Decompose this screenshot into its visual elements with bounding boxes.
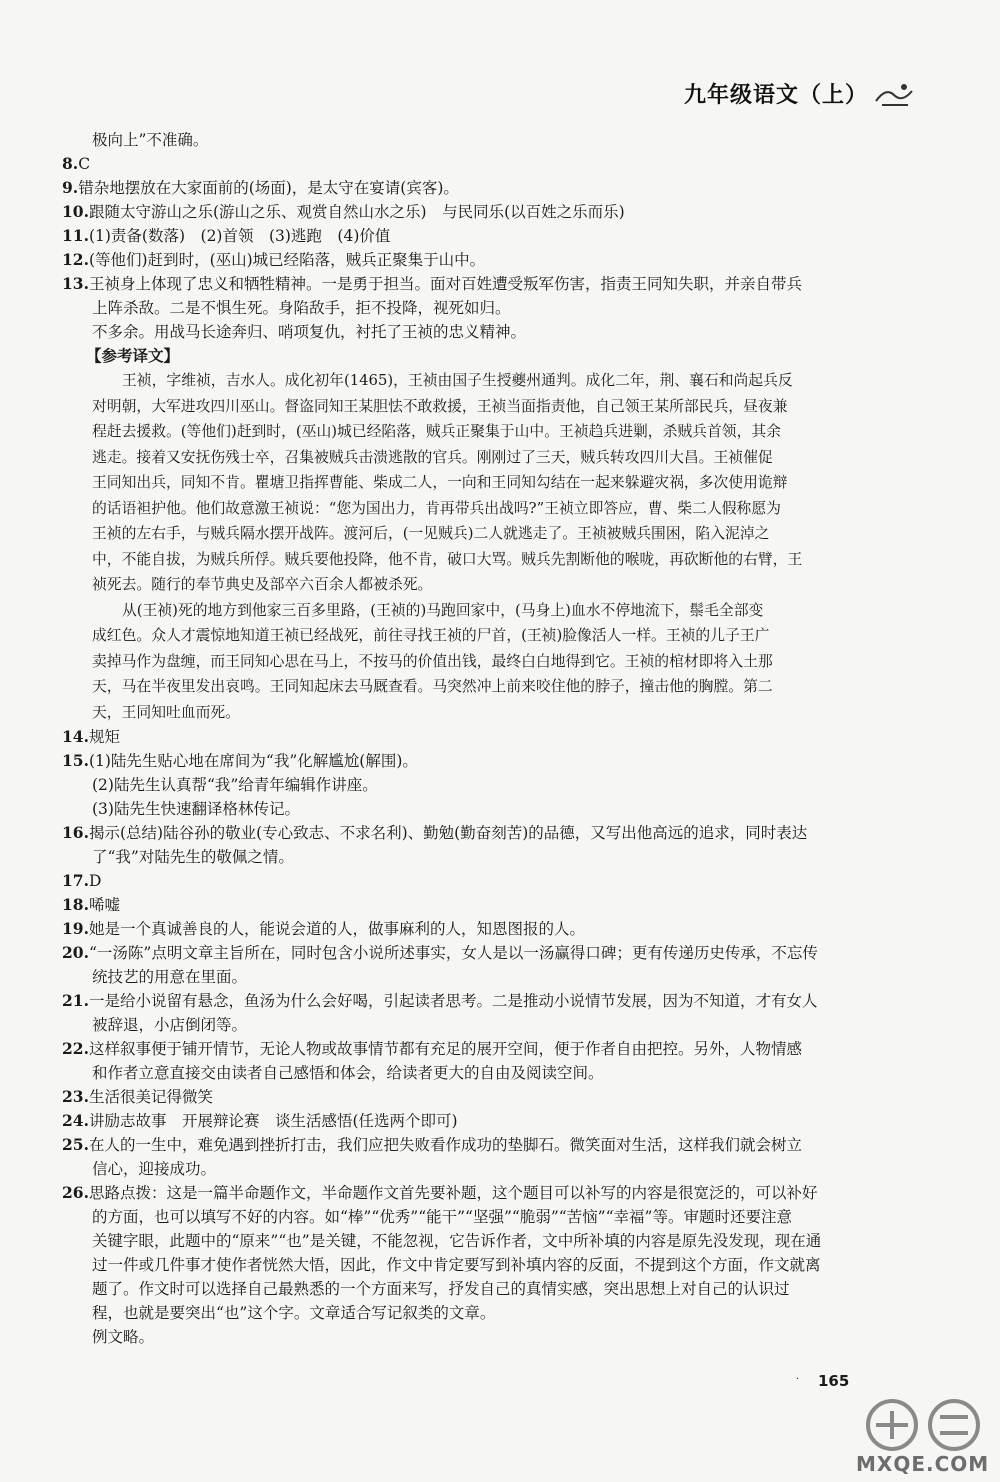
answer-text: (3)陆先生快速翻译格林传记。 [92, 800, 300, 818]
question-number: 14. [62, 727, 89, 746]
question-number: 15. [62, 751, 89, 770]
answer-text: 在人的一生中，难免遇到挫折打击，我们应把失败看作成功的垫脚石。微笑面对生活，这样我们就会树立 [88, 1136, 802, 1154]
translation-line: 卖掉马作为盘缠，而王同知心思在马上，不按马的价值出钱，最终白白地得到它。王祯的棺材即将入土那 [92, 652, 773, 670]
answer-line [62, 797, 922, 821]
answer-text: 关键字眼，此题中的“原来”“也”是关键，不能忽视，它告诉作者，文中所补填的内容是原先没发现，现在通 [92, 1232, 822, 1250]
answer-text: C [78, 155, 91, 173]
question-number: 16. [62, 823, 89, 842]
answer-text: 例文略。 [92, 1328, 155, 1346]
question-number: 9. [62, 178, 79, 197]
header-title: 九年级语文（上） [683, 83, 868, 108]
answer-text: 信心，迎接成功。 [92, 1160, 217, 1178]
answer-text: 题了。作文时可以选择自己最熟悉的一个方面来写，抒发自己的真情实感，突出思想上对自己的认识过 [92, 1280, 790, 1298]
question-number: 10. [62, 202, 89, 221]
question-number: 24. [62, 1111, 89, 1130]
translation-line: 天，王同知吐血而死。 [92, 703, 240, 721]
answer-text: 生活很美记得微笑 [88, 1088, 213, 1106]
translation-line: 王祯的左右手，与贼兵隔水摆开战阵。渡河后，(一见贼兵)二人就逃走了。王祯被贼兵围困，陷入泥淖之 [92, 525, 770, 542]
question-number: 11. [62, 226, 89, 245]
question-number: 26. [62, 1183, 89, 1202]
answer-text: 她是一个真诚善良的人，能说会道的人，做事麻利的人，知恩图报的人。 [88, 920, 585, 938]
answer-line [62, 1277, 922, 1301]
answer-line [62, 845, 922, 869]
translation-line: 王祯，字维祯，吉水人。成化初年(1465)，王祯由国子生授夔州通判。成化二年，荆、襄石和尚起兵反 [122, 372, 793, 389]
question-number: 12. [62, 250, 89, 269]
answer-line [62, 893, 922, 917]
answer-text: 思路点拨：这是一篇半命题作文，半命题作文首先要补题，这个题目可以补写的内容是很宽泛的，可以补好 [88, 1184, 818, 1202]
question-number: 21. [62, 991, 89, 1010]
answer-line [62, 1181, 922, 1205]
answer-line [62, 749, 922, 773]
answer-line [62, 1229, 922, 1253]
answer-text: D [88, 872, 102, 890]
answer-line [62, 200, 922, 224]
answer-text: 和作者立意直接交由读者自己感悟和体会，给读者更大的自由及阅读空间。 [92, 1064, 604, 1082]
answer-line [62, 1325, 922, 1349]
question-number: 18. [62, 895, 89, 914]
answer-text: 一是给小说留有悬念，鱼汤为什么会好喝，引起读者思考。二是推动小说情节发展，因为不知道，才有女人 [88, 992, 818, 1010]
answer-line [62, 1061, 922, 1085]
answer-line [62, 128, 922, 152]
answer-line [62, 1301, 922, 1325]
answer-line [62, 1205, 922, 1229]
question-number: 22. [62, 1039, 89, 1058]
answer-text: 程，也就是要突出“也”这个字。文章适合写记叙类的文章。 [92, 1304, 496, 1322]
answer-text: 唏嘘 [88, 896, 120, 914]
answer-text: 不多余。用战马长途奔归、哨项复仇，衬托了王祯的忠义精神。 [92, 323, 527, 341]
answer-line [62, 989, 922, 1013]
answer-text: 上阵杀敌。二是不惧生死。身陷敌手，拒不投降，视死如归。 [92, 299, 511, 317]
answer-text: 了“我”对陆先生的敬佩之情。 [92, 848, 294, 866]
answer-line [62, 773, 922, 797]
answer-text: 跟随太守游山之乐(游山之乐、观赏自然山水之乐) 与民同乐(以百姓之乐而乐) [88, 203, 625, 221]
dot-mark: · [796, 1374, 800, 1385]
answer-text: 的方面，也可以填写不好的内容。如“棒”“优秀”“能干”“坚强”“脆弱”“苦恼”“幸福”等。审题时还要注意 [92, 1208, 792, 1226]
page-header [684, 78, 914, 109]
answer-text: (1)责备(数落) (2)首领 (3)逃跑 (4)价值 [88, 227, 391, 245]
answer-text: 极向上”不准确。 [92, 131, 209, 149]
answer-text: (1)陆先生贴心地在席间为“我”化解尴尬(解围)。 [88, 752, 418, 770]
translation-line: 王同知出兵，同知不肯。瞿塘卫指挥曹能、柴成二人，一向和王同知勾结在一起来躲避灾祸，多次使用诡辩 [92, 474, 788, 491]
answer-line [62, 725, 922, 749]
translation-line: 祯死去。随行的奉节典史及部卒六百余人都被杀死。 [92, 576, 433, 593]
answer-line [62, 1037, 922, 1061]
question-number: 23. [62, 1087, 89, 1106]
answer-line [62, 941, 922, 965]
question-number: 8. [62, 154, 79, 173]
answer-text: 揭示(总结)陆谷孙的敬业(专心致志、不求名利)、勤勉(勤奋刻苦)的品德，又写出他高远的追求，同时表达 [88, 824, 808, 842]
translation-line: 逃走。接着又安抚伤残士卒，召集被贼兵击溃逃散的官兵。刚刚过了三天，贼兵转攻四川大昌。王祯催促 [92, 448, 773, 466]
question-number: 13. [62, 274, 89, 293]
translation-line: 成红色。众人才震惊地知道王祯已经战死，前往寻找王祯的尸首，(王祯)脸像活人一样。王祯的儿子王广 [92, 627, 770, 644]
answer-line [62, 1109, 922, 1133]
answer-text: 统技艺的用意在里面。 [92, 968, 248, 986]
answer-line [62, 1013, 922, 1037]
answer-line [62, 1157, 922, 1181]
answer-text: 讲励志故事 开展辩论赛 谈生活感悟(任选两个即可) [88, 1112, 458, 1130]
answer-line [62, 869, 922, 893]
page-number: 165 [818, 1372, 850, 1390]
reference-translation [62, 368, 922, 725]
answer-line [62, 1085, 922, 1109]
decoration-icon [874, 81, 914, 107]
answer-line [62, 176, 922, 200]
translation-line: 从(王祯)死的地方到他家三百多里路，(王祯的)马跑回家中，(马身上)血水不停地流下，鬃毛全部变 [122, 601, 764, 619]
translation-line: 程赶去援救。(等他们)赶到时，(巫山)城已经陷落，贼兵正聚集于山中。王祯趋兵进剿，杀贼兵首领，其余 [92, 423, 781, 440]
answer-line [62, 1133, 922, 1157]
answer-text: 规矩 [88, 728, 120, 746]
answer-text: (2)陆先生认真帮“我”给青年编辑作讲座。 [92, 776, 378, 794]
answer-line [62, 224, 922, 248]
answer-list-part1 [62, 128, 922, 344]
answer-line [62, 821, 922, 845]
answer-line [62, 965, 922, 989]
reference-translation-title: 【参考译文】 [86, 346, 180, 365]
translation-line: 对明朝，大军进攻四川巫山。督盗同知王某胆怯不敢救援，王祯当面指责他，自己领王某所部民兵，昼夜兼 [92, 397, 788, 415]
answer-text: 这样叙事便于铺开情节，无论人物或故事情节都有充足的展开空间，便于作者自由把控。另外，人物情感 [88, 1040, 802, 1058]
answer-line [62, 320, 922, 344]
answer-line [62, 248, 922, 272]
answer-text: “一汤陈”点明文章主旨所在，同时包含小说所述事实，女人是以一汤赢得口碑；更有传递历史传承，不忘传 [88, 944, 818, 962]
question-number: 25. [62, 1135, 89, 1154]
answer-line [62, 152, 922, 176]
question-number: 17. [62, 871, 89, 890]
answer-text: 被辞退，小店倒闭等。 [92, 1016, 248, 1034]
answer-line [62, 917, 922, 941]
answer-text: 王祯身上体现了忠义和牺牲精神。一是勇于担当。面对百姓遭受叛军伤害，指责王同知失职，并亲自带兵 [88, 275, 802, 293]
answer-line [62, 272, 922, 296]
translation-line: 天，马在半夜里发出哀鸣。王同知起床去马厩查看。马突然冲上前来咬住他的脖子，撞击他的胸膛。第二 [92, 678, 773, 695]
answer-line [62, 296, 922, 320]
answer-text: 错杂地摆放在大家面前的(场面)，是太守在宴请(宾客)。 [78, 179, 459, 197]
answer-content [62, 128, 922, 1349]
answer-line [62, 1253, 922, 1277]
translation-line: 中，不能自拔，为贼兵所俘。贼兵要他投降，他不肯，破口大骂。贼兵先割断他的喉咙，再砍断他的右臂，王 [92, 550, 803, 568]
question-number: 19. [62, 919, 89, 938]
answer-text: 过一件或几件事才使作者恍然大悟，因此，作文中肯定要写到补填内容的反面，不提到这个方面，作文就离 [92, 1256, 821, 1274]
watermark-text: MXQE.COM [856, 1452, 990, 1476]
answer-list-part2 [62, 725, 922, 1349]
answer-text: (等他们)赶到时，(巫山)城已经陷落，贼兵正聚集于山中。 [88, 251, 486, 269]
question-number: 20. [62, 943, 89, 962]
translation-line: 的话语袒护他。他们故意激王祯说：“您为国出力，肯再带兵出战吗?”王祯立即答应，曹、柴二人假称愿为 [92, 499, 781, 517]
